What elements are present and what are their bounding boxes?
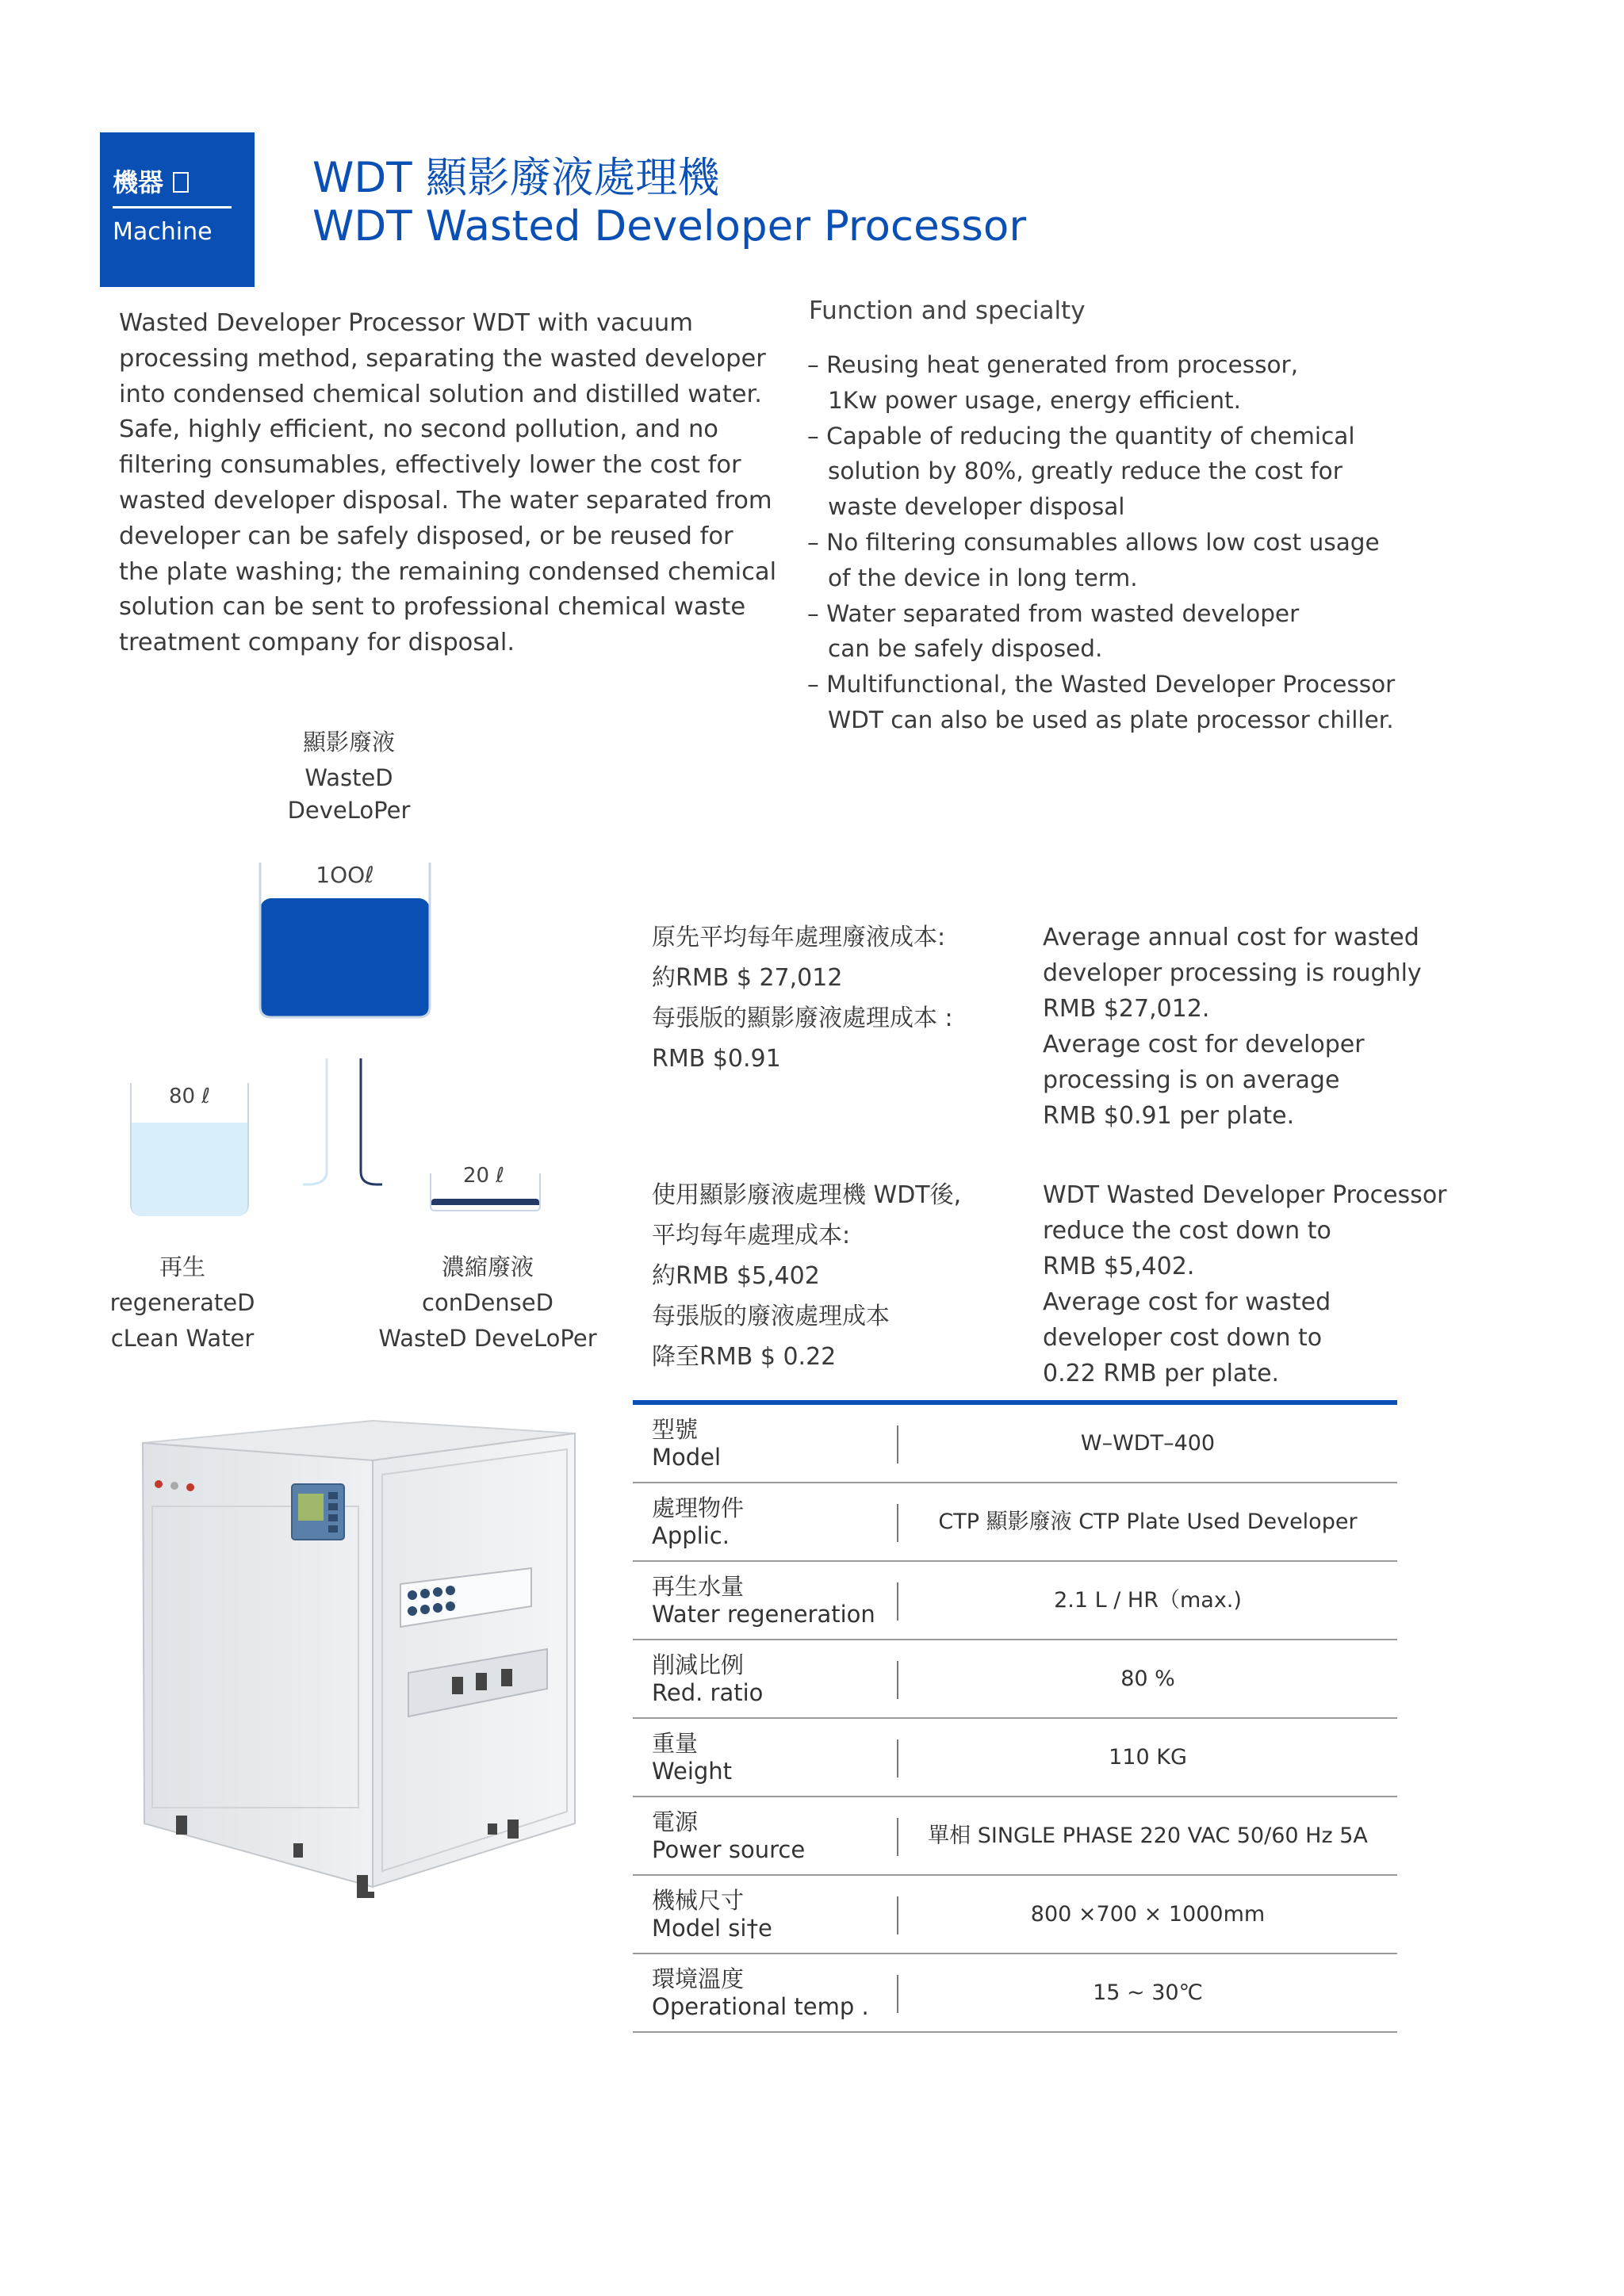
cost-line: 約RMB $5,402: [652, 1262, 820, 1290]
conc-volume: 20 ℓ: [462, 1164, 505, 1188]
spec-row: [633, 1719, 1397, 1797]
feature-line: can be safely disposed.: [828, 635, 1103, 663]
spec-value: 2.1 L / HR（max.): [1054, 1588, 1242, 1613]
category-tag: [100, 132, 255, 287]
cost-line: 平均每年處理成本:: [652, 1222, 851, 1249]
cost-line: reduce the cost down to: [1043, 1217, 1331, 1245]
spec-label-zh: 再生水量: [652, 1573, 745, 1600]
regen-label-zh: 再生: [159, 1253, 205, 1280]
category-en: Machine: [113, 218, 213, 246]
conc-label-en1: conDenseD: [422, 1289, 553, 1316]
waste-label-en1: WasteD: [304, 764, 393, 791]
conc-label-en2: WasteD DeveLoPer: [378, 1325, 597, 1352]
feature-line: – Multifunctional, the Wasted Developer Processor: [807, 671, 1396, 698]
spec-value: 110 KG: [1109, 1745, 1187, 1770]
regen-tank: [130, 1083, 249, 1218]
spec-row: [633, 1562, 1397, 1640]
spec-label-en: Model si†e: [652, 1915, 772, 1942]
conc-label-zh: 濃縮廢液: [441, 1253, 534, 1280]
cost-line: Average annual cost for wasted: [1043, 924, 1419, 951]
cost-after-en: [1043, 1177, 1447, 1391]
spec-label-zh: 機械尺寸: [652, 1887, 745, 1914]
cost-line: processing is on average: [1043, 1066, 1340, 1094]
cost-before-zh: [652, 917, 953, 1079]
cost-line: 每張版的顯影廢液處理成本 :: [652, 1004, 953, 1032]
waste-developer-label: [238, 725, 460, 828]
description-line: Safe, highly efficient, no second pollution, and no: [119, 415, 718, 444]
spec-label-en: Water regeneration: [652, 1601, 875, 1628]
feature-line: solution by 80%, greatly reduce the cost for: [828, 457, 1342, 485]
cost-line: Average cost for developer: [1043, 1031, 1365, 1058]
regen-volume: 80 ℓ: [168, 1085, 211, 1108]
cost-line: 原先平均每年處理廢液成本:: [652, 924, 946, 951]
feature-line: – Water separated from wasted developer: [807, 599, 1300, 627]
feature-line: WDT can also be used as plate processor chiller.: [828, 706, 1394, 733]
spec-label-zh: 重量: [652, 1730, 699, 1757]
spec-label-en: Power source: [652, 1836, 806, 1863]
feature-line: waste developer disposal: [828, 493, 1125, 521]
spec-label-zh: 電源: [652, 1808, 699, 1835]
description-line: wasted developer disposal. The water separated from: [119, 486, 772, 515]
waste-label-en2: DeveLoPer: [287, 797, 411, 824]
cost-line: 0.22 RMB per plate.: [1043, 1360, 1280, 1387]
machine-image: [135, 1411, 579, 1919]
features-heading: Function and specialty: [809, 297, 1086, 325]
control-display: [298, 1494, 324, 1521]
cost-line: RMB $0.91: [652, 1045, 781, 1073]
spec-value: 80 %: [1120, 1667, 1175, 1691]
spec-row: [633, 1405, 1397, 1483]
description-line: the plate washing; the remaining condensed chemical: [119, 557, 777, 586]
spec-label-en: Weight: [652, 1758, 733, 1785]
feature-line: of the device in long term.: [828, 564, 1138, 591]
spec-value: 15 ~ 30℃: [1093, 1980, 1203, 2005]
spec-label-en: Applic.: [652, 1522, 730, 1549]
cost-line: 使用顯影廢液處理機 WDT後,: [652, 1181, 962, 1209]
spec-label-zh: 環境溫度: [652, 1965, 745, 1992]
description-line: treatment company for disposal.: [119, 629, 515, 657]
spec-row: [633, 1797, 1397, 1876]
cost-line: developer cost down to: [1043, 1324, 1323, 1352]
waste-volume: 1OOℓ: [316, 862, 374, 888]
cost-line: Average cost for wasted: [1043, 1288, 1331, 1316]
features-list: [807, 347, 1395, 738]
spec-row: [633, 1483, 1397, 1562]
spec-label-en: Operational temp .: [652, 1993, 869, 2020]
description-line: solution can be sent to professional chemical waste: [119, 593, 746, 622]
checkbox-icon: [173, 172, 189, 193]
spec-label-zh: 處理物件: [652, 1494, 745, 1521]
cost-line: RMB $5,402.: [1043, 1253, 1195, 1280]
regen-label-en1: regenerateD: [109, 1289, 255, 1316]
description-line: Wasted Developer Processor WDT with vacuum: [119, 309, 693, 337]
category-zh: 機器: [113, 167, 164, 197]
cost-line: 降至RMB $ 0.22: [652, 1343, 837, 1371]
regen-label-en2: cLean Water: [110, 1325, 255, 1352]
cost-line: WDT Wasted Developer Processor: [1043, 1181, 1447, 1209]
description-line: developer can be safely disposed, or be reused for: [119, 522, 733, 550]
cost-line: RMB $0.91 per plate.: [1043, 1102, 1295, 1130]
cost-line: 約RMB $ 27,012: [652, 964, 843, 992]
description-line: filtering consumables, effectively lower the cost for: [119, 451, 741, 480]
spec-label-zh: 削減比例: [652, 1651, 745, 1678]
description-line: into condensed chemical solution and distilled water.: [119, 380, 762, 408]
regen-label: [87, 1249, 278, 1357]
spec-row: [633, 1640, 1397, 1719]
title-en: WDT Wasted Developer Processor: [312, 202, 1027, 251]
feature-line: 1Kw power usage, energy efficient.: [828, 386, 1241, 414]
conc-label: [373, 1249, 603, 1357]
spec-label-en: Red. ratio: [652, 1679, 764, 1706]
cost-line: RMB $27,012.: [1043, 995, 1210, 1023]
concentrate-pipe: [361, 1058, 382, 1184]
description-line: processing method, separating the wasted developer: [119, 344, 766, 373]
feature-line: – Capable of reducing the quantity of chemical: [807, 422, 1355, 450]
spec-label-en: Model: [652, 1444, 722, 1471]
title-zh: WDT 顯影廢液處理機: [312, 154, 720, 202]
spec-value: 單相 SINGLE PHASE 220 VAC 50/60 Hz 5A: [928, 1823, 1368, 1848]
waste-label-zh: 顯影廢液: [302, 729, 395, 756]
cost-after-zh: [652, 1175, 961, 1377]
spec-table: [633, 1400, 1397, 2033]
spec-value: W–WDT–400: [1080, 1431, 1216, 1456]
description: [119, 306, 777, 661]
spec-value: 800 ×700 × 1000mm: [1030, 1902, 1266, 1927]
spec-label-zh: 型號: [652, 1416, 699, 1443]
spec-row: [633, 1876, 1397, 1954]
spec-value: CTP 顯影廢液 CTP Plate Used Developer: [938, 1510, 1358, 1534]
feature-line: – No filtering consumables allows low cost usage: [807, 528, 1380, 556]
waste-tank-fill: [260, 898, 430, 1017]
cost-line: developer processing is roughly: [1043, 959, 1422, 987]
cost-line: 每張版的廢液處理成本: [652, 1303, 890, 1330]
feature-line: – Reusing heat generated from processor,: [807, 351, 1299, 378]
spec-row: [633, 1954, 1397, 2033]
category-divider: [113, 206, 232, 209]
regen-tank-fill: [132, 1123, 247, 1216]
conc-tank-outline: [430, 1173, 541, 1211]
water-pipe: [303, 1058, 327, 1184]
cost-before-en: [1043, 920, 1422, 1134]
